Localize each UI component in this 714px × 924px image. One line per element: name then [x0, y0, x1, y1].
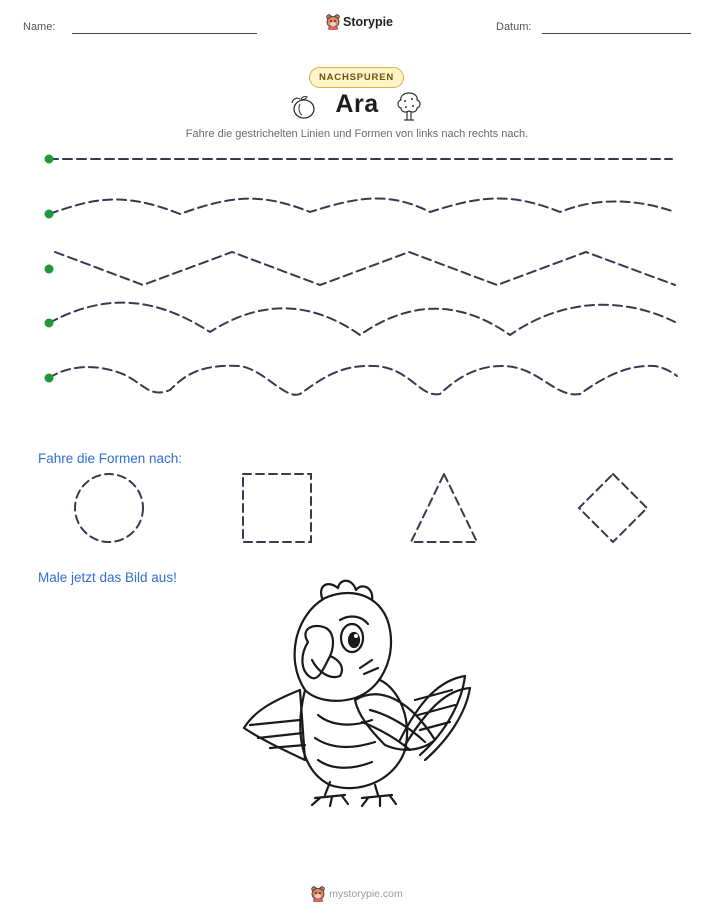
start-dot — [45, 265, 54, 274]
start-dot — [45, 155, 54, 164]
parrot-illustration[interactable] — [244, 581, 470, 806]
trace-shape-circle[interactable] — [75, 474, 143, 542]
name-label: Name: — [23, 21, 56, 33]
tracing-line-big-wave[interactable] — [49, 303, 675, 335]
activity-badge: NACHSPUREN — [309, 67, 404, 88]
trace-shape-diamond[interactable] — [579, 474, 647, 542]
page-title: Ara — [335, 90, 379, 118]
footer-url[interactable]: mystorypie.com — [329, 888, 403, 900]
trace-shape-square[interactable] — [243, 474, 311, 542]
tracing-line-wave[interactable] — [49, 198, 675, 214]
footer — [0, 886, 714, 902]
tracing-line-bumpy-wave[interactable] — [49, 366, 677, 395]
instruction-text: Fahre die gestrichelten Linien und Formen von links nach rechts nach. — [185, 128, 529, 140]
shapes-heading: Fahre die Formen nach: — [38, 451, 183, 466]
start-dot — [45, 210, 54, 219]
tracing-line-zigzag[interactable] — [55, 252, 675, 285]
start-dot — [45, 374, 54, 383]
brand-name: Storypie — [343, 15, 394, 29]
start-dot — [45, 319, 54, 328]
bear-icon — [311, 886, 325, 902]
coloring-heading: Male jetzt das Bild aus! — [38, 570, 177, 585]
trace-shape-triangle[interactable] — [411, 474, 477, 542]
date-label: Datum: — [496, 21, 532, 33]
start-dots — [45, 155, 54, 383]
